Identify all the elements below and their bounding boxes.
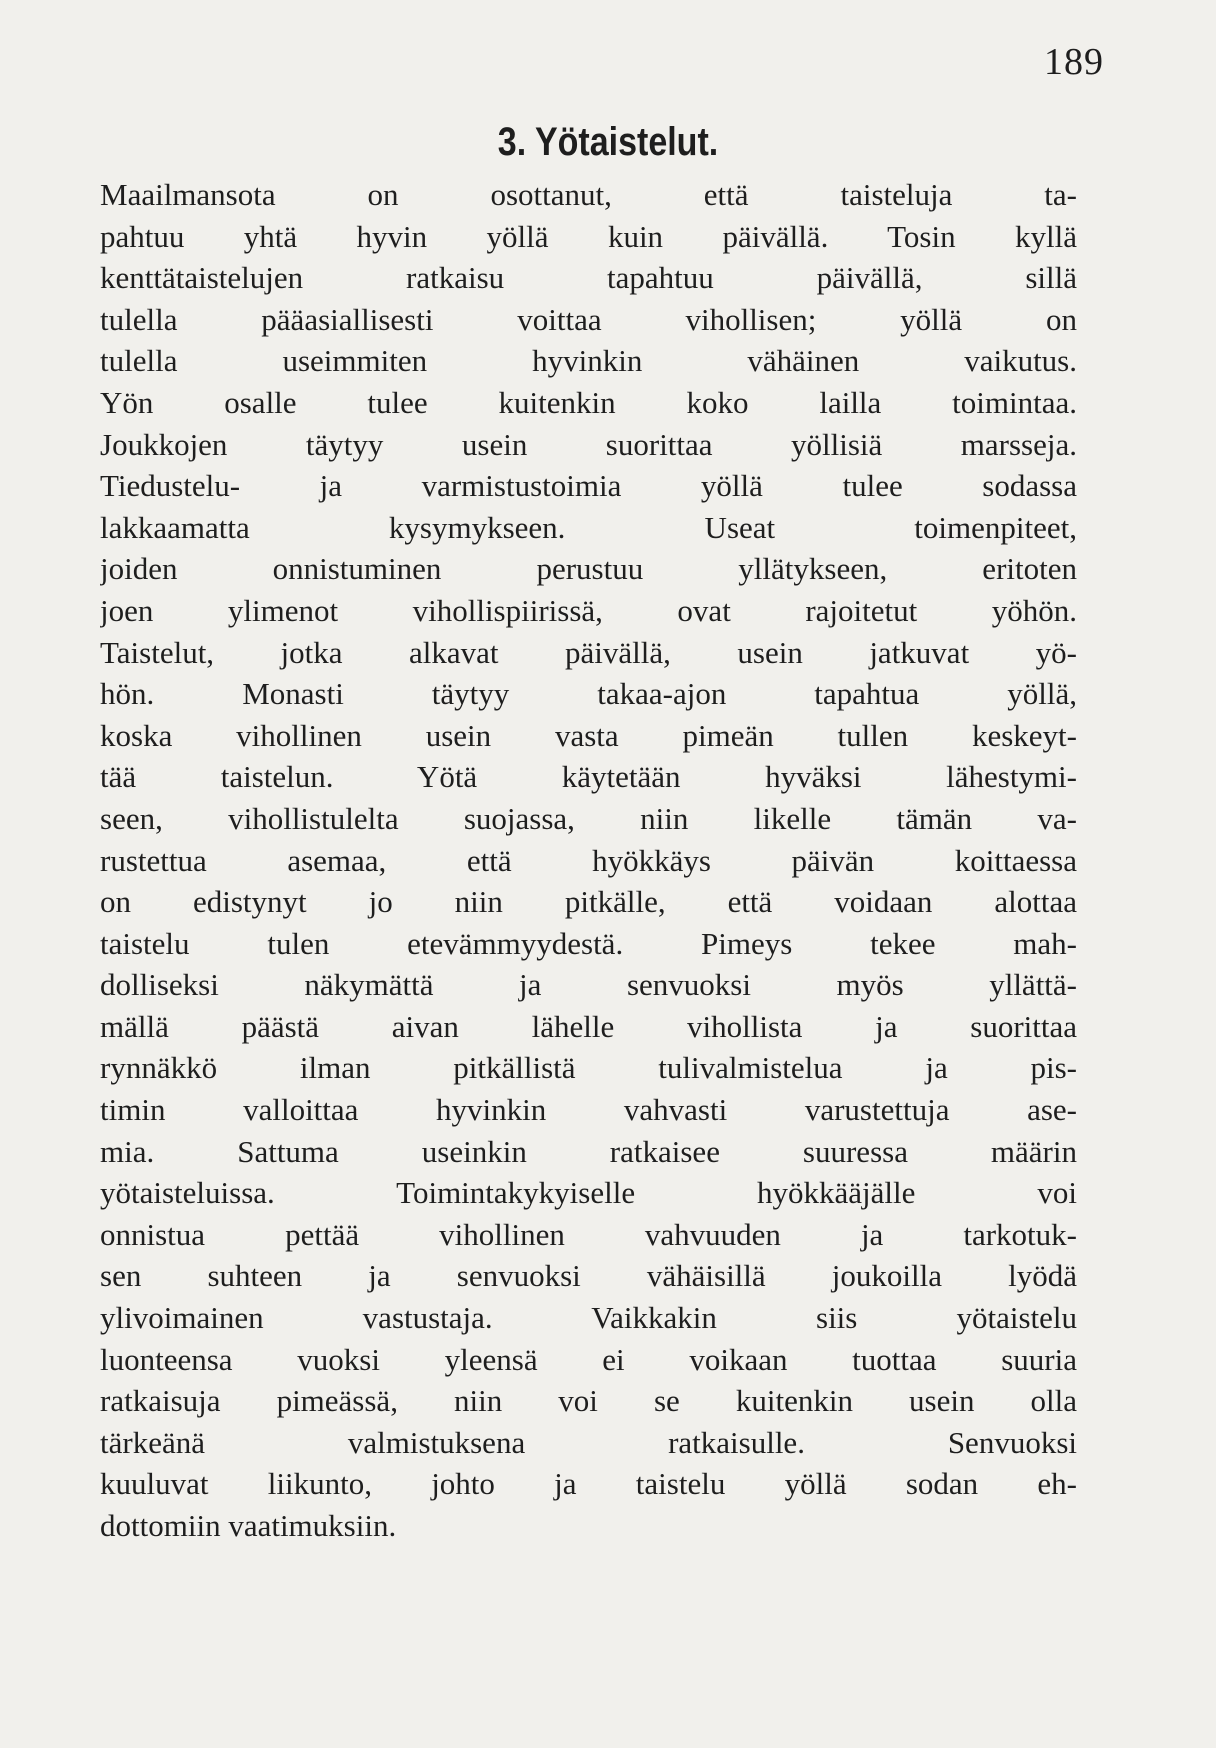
text-line: tää taistelun. Yötä käytetään hyväksi lähestymi- xyxy=(100,759,1077,795)
text-line: Taistelut, jotka alkavat päivällä, usein jatkuvat yö- xyxy=(100,634,1077,670)
text-line: onnistua pettää vihollinen vahvuuden ja tarkotuk- xyxy=(100,1216,1077,1252)
text-line: ratkaisuja pimeässä, niin voi se kuitenkin usein olla xyxy=(100,1383,1077,1419)
text-line: joen ylimenot vihollispiirissä, ovat rajoitetut yöhön. xyxy=(100,592,1077,628)
text-line: hön. Monasti täytyy takaa-ajon tapahtua yöllä, xyxy=(100,676,1077,712)
text-line: tulella pääasiallisesti voittaa vihollisen; yöllä on xyxy=(100,301,1077,337)
text-line: pahtuu yhtä hyvin yöllä kuin päivällä. Tosin kyllä xyxy=(100,218,1077,254)
text-line: joiden onnistuminen perustuu yllätykseen, eritoten xyxy=(100,551,1077,587)
text-line: Joukkojen täytyy usein suorittaa yöllisiä marsseja. xyxy=(100,426,1077,462)
text-line: rynnäkkö ilman pitkällistä tulivalmistelua ja pis- xyxy=(100,1050,1077,1086)
text-line: dolliseksi näkymättä ja senvuoksi myös yllättä- xyxy=(100,967,1077,1003)
text-line: seen, vihollistulelta suojassa, niin likelle tämän va- xyxy=(100,800,1077,836)
text-line: on edistynyt jo niin pitkälle, että voidaan alottaa xyxy=(100,884,1077,920)
text-line: mia. Sattuma useinkin ratkaisee suuressa määrin xyxy=(100,1133,1077,1169)
text-line: sen suhteen ja senvuoksi vähäisillä joukoilla lyödä xyxy=(100,1258,1077,1294)
text-line: tärkeänä valmistuksena ratkaisulle. Senvuoksi xyxy=(100,1424,1077,1460)
text-line: Tiedustelu- ja varmistustoimia yöllä tulee sodassa xyxy=(100,468,1077,504)
text-line: tulella useimmiten hyvinkin vähäinen vaikutus. xyxy=(100,343,1077,379)
section-heading: 3. Yötaistelut. xyxy=(497,120,719,164)
text-line: mällä päästä aivan lähelle vihollista ja suorittaa xyxy=(100,1008,1077,1044)
text-line: Yön osalle tulee kuitenkin koko lailla toimintaa. xyxy=(100,384,1077,420)
text-line: luonteensa vuoksi yleensä ei voikaan tuottaa suuria xyxy=(100,1341,1077,1377)
text-line: Maailmansota on osottanut, että taisteluja ta- xyxy=(100,177,1077,212)
text-line: kenttätaistelujen ratkaisu tapahtuu päivällä, sillä xyxy=(100,260,1077,296)
text-line: taistelu tulen etevämmyydestä. Pimeys tekee mah- xyxy=(100,925,1077,961)
body-paragraph xyxy=(100,174,1077,1547)
text-line: kuuluvat liikunto, johto ja taistelu yöllä sodan eh- xyxy=(100,1466,1077,1502)
text-line: dottomiin vaatimuksiin. xyxy=(100,1508,397,1543)
text-line: yötaisteluissa. Toimintakykyiselle hyökkääjälle voi xyxy=(100,1175,1077,1211)
text-line: lakkaamatta kysymykseen. Useat toimenpiteet, xyxy=(100,509,1077,545)
text-line: rustettua asemaa, että hyökkäys päivän koittaessa xyxy=(100,842,1077,878)
page-number: 189 xyxy=(1044,41,1104,83)
text-line: koska vihollinen usein vasta pimeän tullen keskeyt- xyxy=(100,717,1077,753)
text-line: ylivoimainen vastustaja. Vaikkakin siis yötaistelu xyxy=(100,1300,1077,1336)
text-line: timin valloittaa hyvinkin vahvasti varustettuja ase- xyxy=(100,1092,1077,1128)
